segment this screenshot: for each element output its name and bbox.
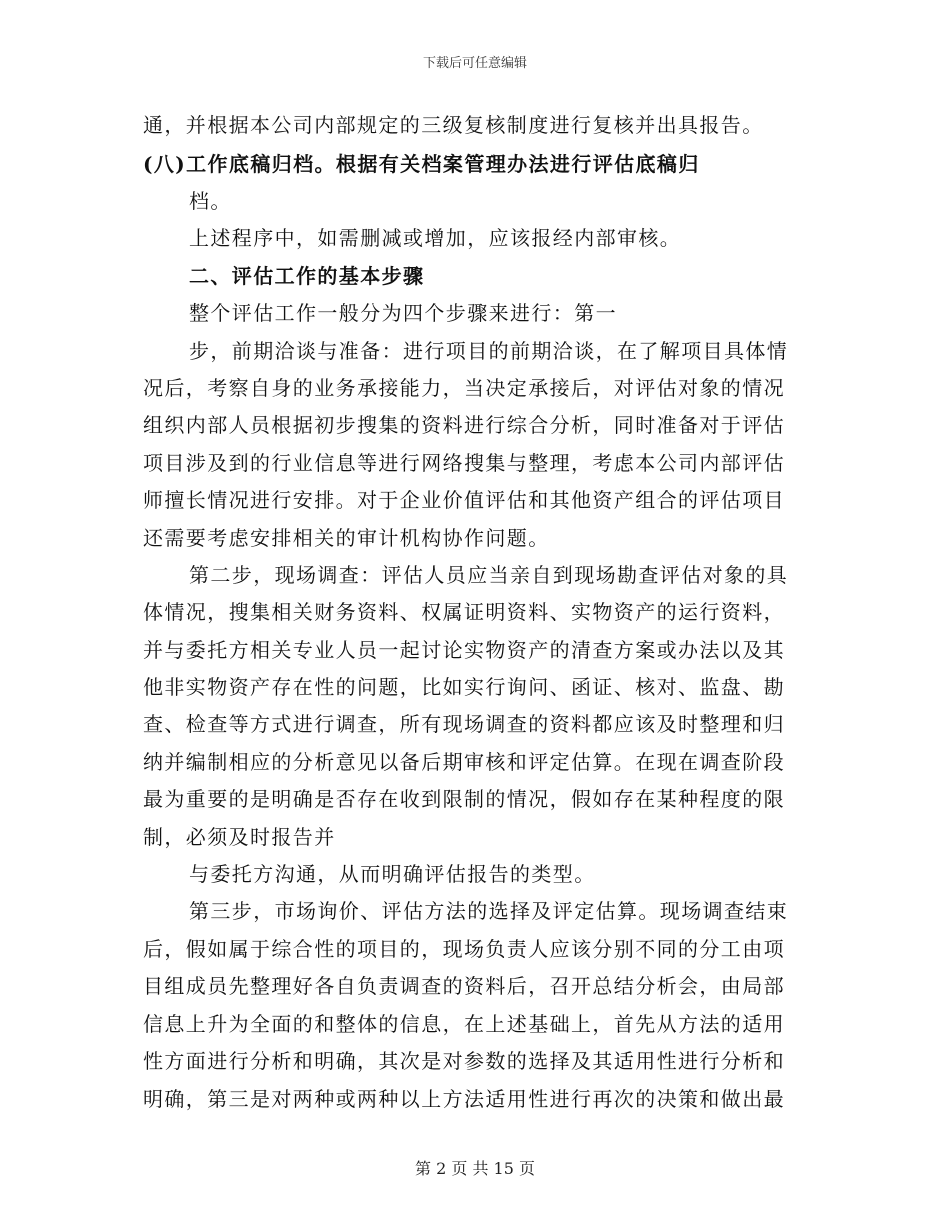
page-header: 下载后可任意编辑	[422, 56, 527, 71]
paragraph-line: 与委托方沟通，从而明确评估报告的类型。	[189, 862, 596, 886]
paragraph-line: 档。	[189, 189, 232, 213]
paragraph-line: 整个评估工作一般分为四个步骤来进行：第一	[189, 301, 617, 325]
paragraph-line: 况后，考察自身的业务承接能力，当决定承接后，对评估对象的情况	[143, 376, 785, 400]
paragraph-line: 最为重要的是明确是否存在收到限制的情况，假如存在某种程度的限	[143, 787, 785, 811]
paragraph-line: 还需要考虑安排相关的审计机构协作问题。	[143, 526, 550, 550]
paragraph-line: 师擅长情况进行安排。对于企业价值评估和其他资产组合的评估项目	[143, 488, 785, 512]
page-number-footer: 第 2 页 共 15 页	[415, 1159, 535, 1178]
paragraph-line: 步，前期洽谈与准备：进行项目的前期洽谈，在了解项目具体情	[189, 339, 789, 363]
section-heading-line: (八)工作底稿归档。根据有关档案管理办法进行评估底稿归	[143, 152, 700, 176]
paragraph-line: 他非实物资产存在性的问题，比如实行询问、函证、核对、监盘、勘	[143, 675, 785, 699]
paragraph-line: 目组成员先整理好各自负责调查的资料后，召开总结分析会，由局部	[143, 974, 785, 998]
paragraph-line: 第三步，市场询价、评估方法的选择及评定估算。现场调查结束	[189, 899, 789, 923]
paragraph-line: 纳并编制相应的分析意见以备后期审核和评定估算。在现在调查阶段	[143, 750, 785, 774]
paragraph-line: 组织内部人员根据初步搜集的资料进行综合分析，同时准备对于评估	[143, 413, 785, 437]
section-heading: 二、评估工作的基本步骤	[189, 264, 425, 288]
paragraph-line: 通，并根据本公司内部规定的三级复核制度进行复核并出具报告。	[143, 113, 764, 137]
paragraph-line: 项目涉及到的行业信息等进行网络搜集与整理，考虑本公司内部评估	[143, 451, 785, 475]
paragraph-line: 上述程序中，如需删减或增加，应该报经内部审核。	[189, 226, 682, 250]
paragraph-line: 并与委托方相关专业人员一起讨论实物资产的清查方案或办法以及其	[143, 638, 785, 662]
paragraph-line: 第二步，现场调查：评估人员应当亲自到现场勘查评估对象的具	[189, 563, 789, 587]
paragraph-line: 明确，第三是对两种或两种以上方法适用性进行再次的决策和做出最	[143, 1087, 785, 1111]
paragraph-line: 性方面进行分析和明确，其次是对参数的选择及其适用性进行分析和	[143, 1049, 785, 1073]
paragraph-line: 信息上升为全面的和整体的信息，在上述基础上，首先从方法的适用	[143, 1012, 785, 1036]
paragraph-line: 制，必须及时报告并	[143, 825, 336, 849]
paragraph-line: 查、检查等方式进行调查，所有现场调查的资料都应该及时整理和归	[143, 712, 785, 736]
paragraph-line: 后，假如属于综合性的项目的，现场负责人应该分别不同的分工由项	[143, 937, 785, 961]
paragraph-line: 体情况，搜集相关财务资料、权属证明资料、实物资产的运行资料，	[143, 600, 785, 624]
